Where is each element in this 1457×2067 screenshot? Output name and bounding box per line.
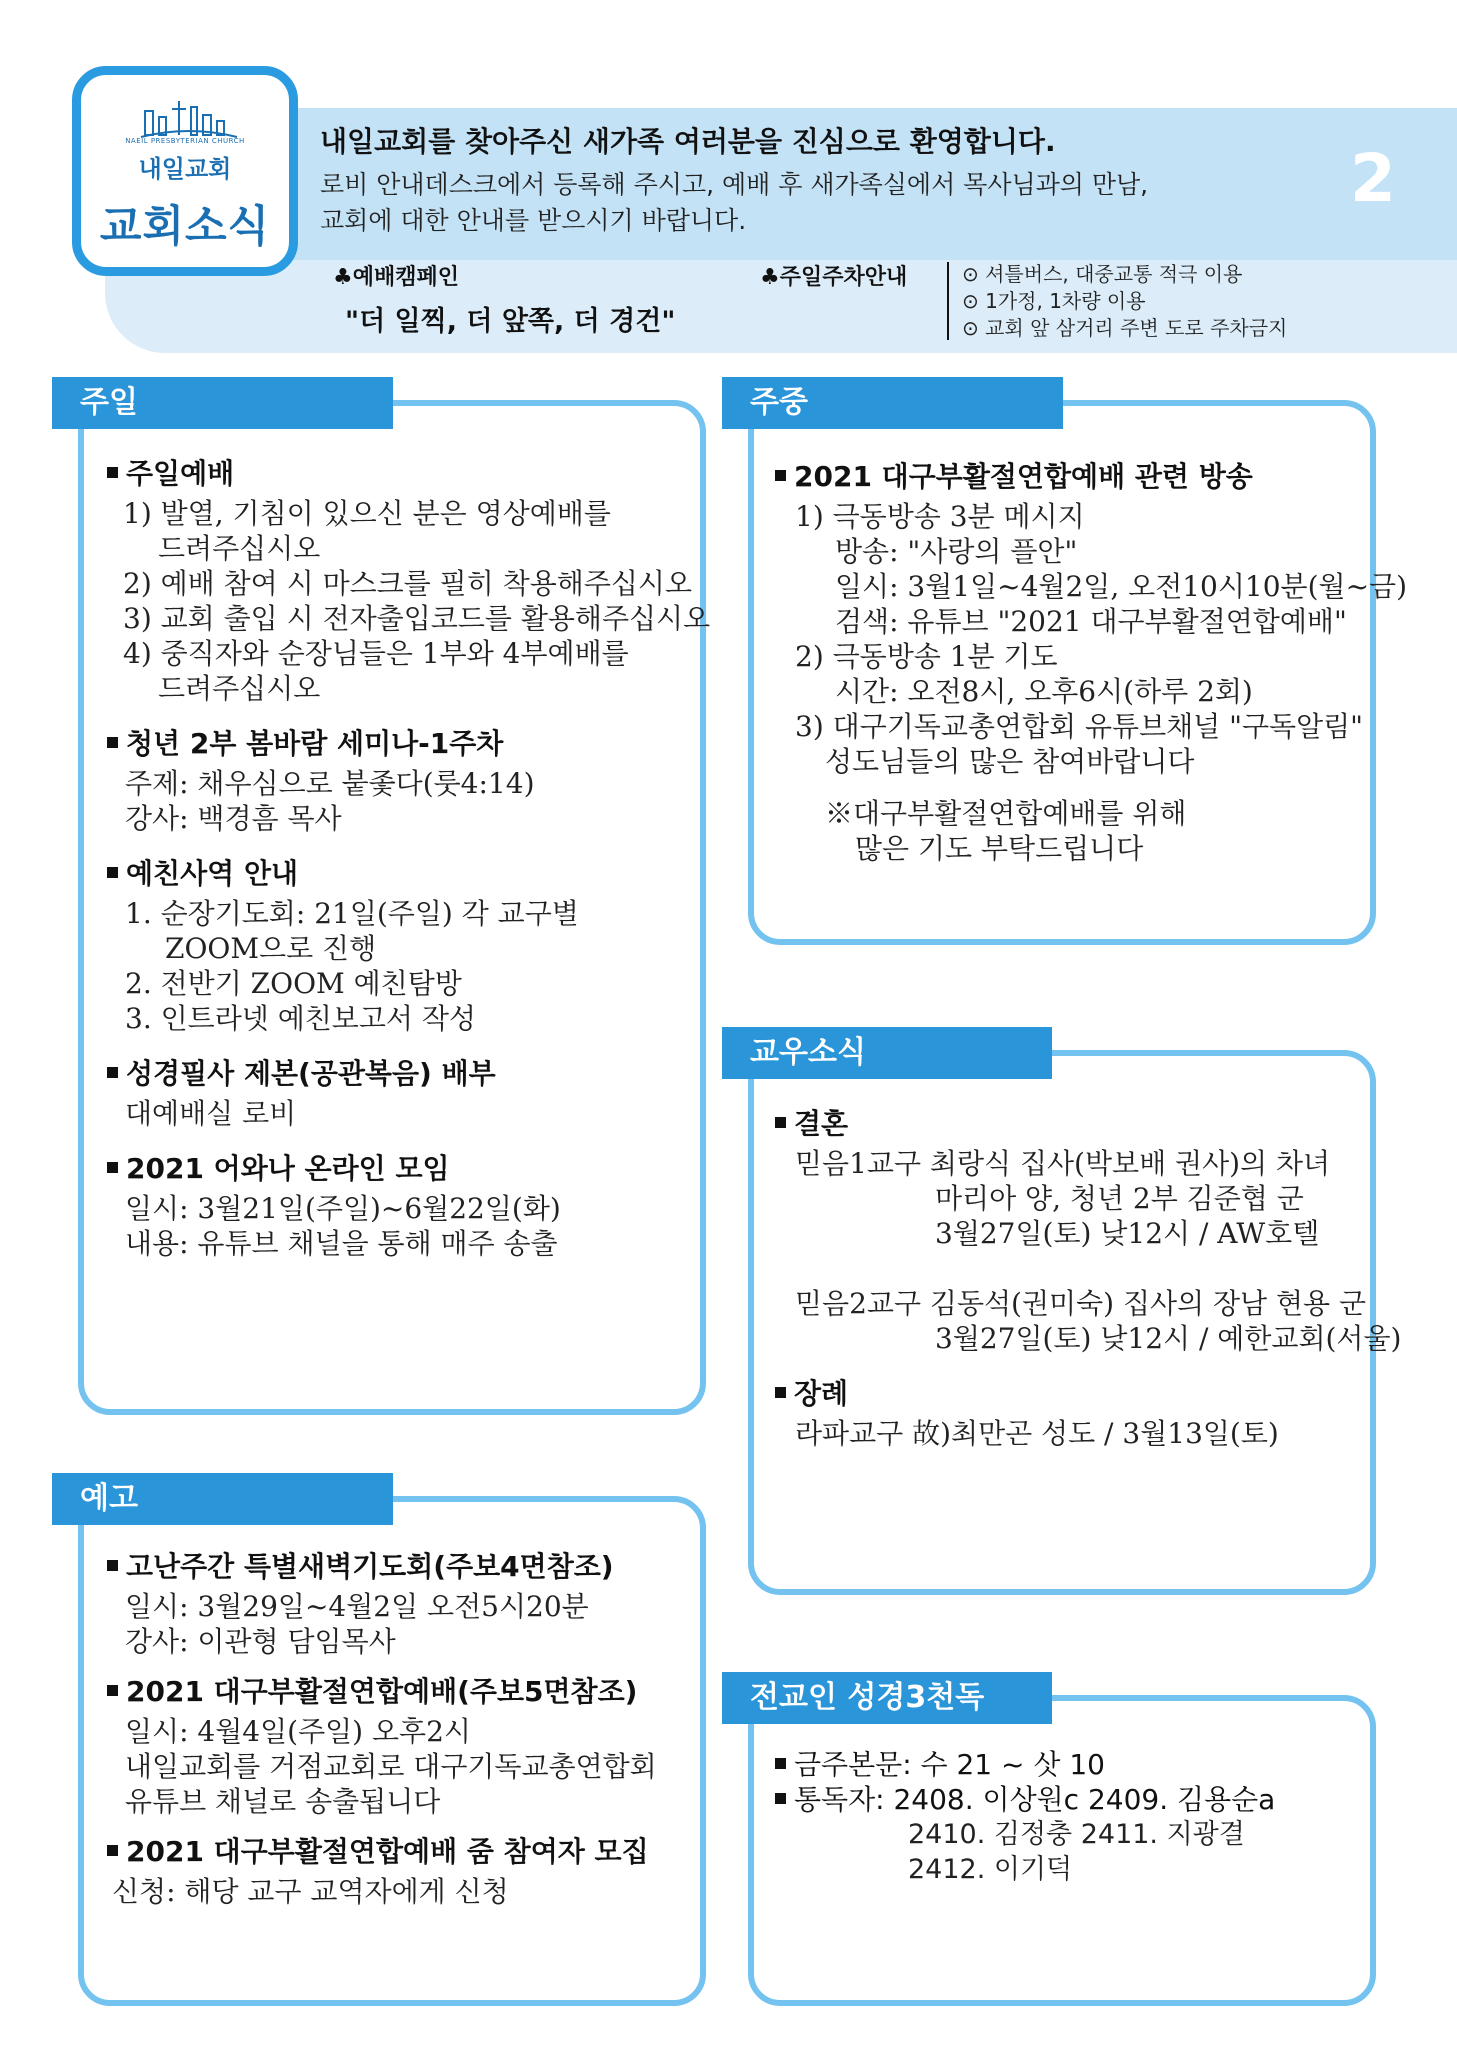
broadcast-line: 성도님들의 많은 참여바랍니다 [825, 745, 1195, 778]
dawn-prayer-line: 강사: 이관형 담임목사 [125, 1625, 396, 1658]
wedding-line: 3월27일(토) 낮12시 / 예한교회(서울) [935, 1322, 1402, 1355]
broadcast-line: 2) 극동방송 1분 기도 [795, 640, 1058, 673]
bible-copy-line: 대예배실 로비 [125, 1097, 297, 1130]
readers-line: 2410. 김정충 2411. 지광결 [908, 1819, 1245, 1850]
parking-item: ⊙ 교회 앞 삼거리 주변 도로 주차금지 [962, 316, 1288, 340]
welcome-line: 교회에 대한 안내를 받으시기 바랍니다. [320, 206, 747, 235]
dawn-prayer-line: 일시: 3월29일~4월2일 오전5시20분 [125, 1590, 589, 1623]
wedding-line: 3월27일(토) 낮12시 / AW호텔 [935, 1217, 1320, 1250]
easter-service-line: 내일교회를 거점교회로 대구기독교총연합회 [125, 1750, 657, 1783]
awana-heading: 2021 어와나 온라인 모임 [107, 1147, 450, 1187]
parking-item: ⊙ 셔틀버스, 대중교통 적극 이용 [962, 262, 1243, 286]
welcome-title: 내일교회를 찾아주신 새가족 여러분을 진심으로 환영합니다. [320, 125, 1056, 158]
campaign-text: "더 일찍, 더 앞쪽, 더 경건" [345, 306, 676, 337]
seminar-line: 주제: 채우심으로 붙좇다(룻4:14) [125, 767, 535, 800]
wedding-line: 믿음2교구 김동석(권미숙) 집사의 장남 현용 군 [795, 1287, 1367, 1320]
logo-church-name: 내일교회 [138, 155, 232, 183]
broadcast-line: 1) 극동방송 3분 메시지 [795, 500, 1085, 533]
broadcast-line: 방송: "사랑의 플안" [835, 535, 1078, 568]
parking-label: ♣주일주차안내 [760, 265, 908, 290]
wedding-line: 믿음1교구 최랑식 집사(박보배 권사)의 차녀 [795, 1147, 1331, 1180]
wedding-line: 마리아 양, 청년 2부 김준협 군 [935, 1182, 1304, 1215]
prayer-note: ※대구부활절연합예배를 위해 [825, 797, 1187, 830]
awana-line: 내용: 유튜브 채널을 통해 매주 송출 [125, 1227, 558, 1260]
zoom-recruit-heading: 2021 대구부활절연합예배 줌 참여자 모집 [107, 1830, 649, 1870]
church-skyline-icon [139, 97, 239, 139]
easter-service-line: 일시: 4월4일(주일) 오후2시 [125, 1715, 471, 1748]
worship-line: 3) 교회 출입 시 전자출입코드를 활용해주십시오 [123, 602, 711, 635]
readers-line: 통독자: 2408. 이상원c 2409. 김용순a [775, 1778, 1275, 1818]
sunday-worship-heading: 주일예배 [107, 452, 234, 492]
funeral-heading: 장례 [775, 1372, 848, 1412]
broadcast-line: 일시: 3월1일~4월2일, 오전10시10분(월~금) [835, 570, 1407, 603]
easter-broadcast-heading: 2021 대구부활절연합예배 관련 방송 [775, 455, 1253, 495]
prayer-note: 많은 기도 부탁드립니다 [855, 832, 1144, 865]
yechin-line: 1. 순장기도회: 21일(주일) 각 교구별 [125, 897, 579, 930]
yechin-line: 2. 전반기 ZOOM 예친탐방 [125, 967, 462, 1000]
bible-text-line: 금주본문: 수 21 ~ 삿 10 [775, 1743, 1105, 1783]
church-logo-box [72, 66, 298, 276]
page-number: 2 [1350, 140, 1396, 217]
yechin-line: 3. 인트라넷 예친보고서 작성 [125, 1002, 476, 1035]
yechin-heading: 예친사역 안내 [107, 852, 298, 892]
logo-subtitle: NAEIL PRESBYTERIAN CHURCH [125, 137, 245, 145]
readers-line: 2412. 이기덕 [908, 1854, 1073, 1885]
worship-line: 4) 중직자와 순장님들은 1부와 4부예배를 [123, 637, 629, 670]
bible-copy-heading: 성경필사 제본(공관복음) 배부 [107, 1052, 496, 1092]
broadcast-line: 3) 대구기독교총연합회 유튜브채널 "구독알림" [795, 710, 1364, 743]
worship-line: 2) 예배 참여 시 마스크를 필히 착용해주십시오 [123, 567, 693, 600]
yechin-line: ZOOM으로 진행 [165, 932, 377, 965]
notice-tab: 예고 [52, 1473, 393, 1525]
sunday-tab: 주일 [52, 377, 393, 429]
broadcast-line: 검색: 유튜브 "2021 대구부활절연합예배" [835, 605, 1347, 638]
wedding-heading: 결혼 [775, 1102, 848, 1142]
members-tab: 교우소식 [722, 1027, 1052, 1079]
easter-service-line: 유튜브 채널로 송출됩니다 [125, 1785, 441, 1818]
easter-service-heading: 2021 대구부활절연합예배(주보5면참조) [107, 1670, 637, 1710]
parking-item: ⊙ 1가정, 1차량 이용 [962, 289, 1146, 313]
seminar-line: 강사: 백경흠 목사 [125, 802, 342, 835]
worship-line: 드려주십시오 [158, 672, 321, 705]
broadcast-line: 시간: 오전8시, 오후6시(하루 2회) [835, 675, 1253, 708]
funeral-line: 라파교구 故)최만곤 성도 / 3월13일(토) [795, 1417, 1279, 1450]
awana-line: 일시: 3월21일(주일)~6월22일(화) [125, 1192, 561, 1225]
worship-line: 1) 발열, 기침이 있으신 분은 영상예배를 [123, 497, 611, 530]
dawn-prayer-heading: 고난주간 특별새벽기도회(주보4면참조) [107, 1545, 614, 1585]
page-title: 교회소식 [99, 202, 271, 252]
zoom-recruit-line: 신청: 해당 교구 교역자에게 신청 [112, 1875, 509, 1908]
worship-line: 드려주십시오 [158, 532, 321, 565]
seminar-heading: 청년 2부 봄바람 세미나-1주차 [107, 722, 503, 762]
campaign-label: ♣예배캠페인 [333, 265, 459, 290]
parking-divider [947, 262, 949, 340]
bible-reading-tab: 전교인 성경3천독 [722, 1672, 1052, 1724]
weekday-tab: 주중 [722, 377, 1063, 429]
welcome-line: 로비 안내데스크에서 등록해 주시고, 예배 후 새가족실에서 목사님과의 만남, [320, 170, 1149, 199]
